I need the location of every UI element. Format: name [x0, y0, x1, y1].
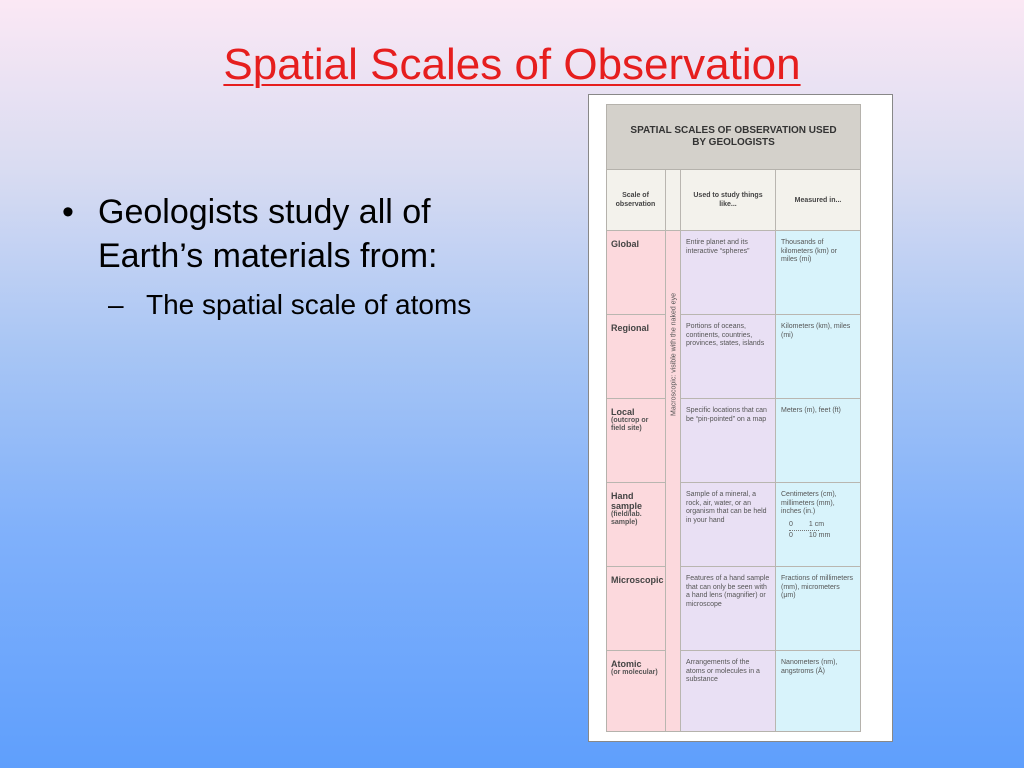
scale-name: Global [611, 239, 640, 249]
scale-name: Hand sample [611, 491, 643, 511]
measured-cell: Meters (m), feet (ft) [776, 399, 861, 483]
scale-sub: (field/lab. sample) [611, 511, 642, 526]
table-title-text: SPATIAL SCALES OF OBSERVATION USED BY GEOLOGISTS [630, 125, 837, 148]
measured-cell: Kilometers (km), miles (mi) [776, 315, 861, 399]
table-title [606, 104, 861, 170]
header-used: Used to study things like... [681, 170, 776, 231]
sub-bullet-marker: – [108, 289, 124, 320]
ruler-top-left: 0 [789, 520, 793, 528]
scale-cell-local [606, 399, 666, 483]
used-cell: Specific locations that can be “pin-pointed” on a map [681, 399, 776, 483]
ruler-bottom [781, 532, 855, 540]
scale-ruler [781, 521, 855, 540]
used-cell: Arrangements of the atoms or molecules in a substance [681, 651, 776, 732]
measured-cell [776, 483, 861, 567]
scale-cell-regional [606, 315, 666, 399]
ruler-bottom-left: 0 [789, 531, 793, 539]
macroscopic-label: Macroscopic: visible with the naked eye [670, 293, 678, 416]
sub-bullet-item [108, 286, 532, 324]
scale-name: Microscopic [611, 575, 664, 585]
scale-sub: (or molecular) [611, 669, 658, 676]
used-cell: Portions of oceans, continents, countries, provinces, states, islands [681, 315, 776, 399]
bullet-list [62, 190, 532, 324]
measured-cell: Thousands of kilometers (km) or miles (mi) [776, 231, 861, 315]
header-scale: Scale of observation [606, 170, 666, 231]
scale-cell-microscopic [606, 567, 666, 651]
bullet-item [62, 190, 532, 278]
scale-cell-hand-sample [606, 483, 666, 567]
ruler-bottom-right: 10 mm [808, 531, 831, 539]
scales-table [606, 104, 861, 732]
macroscopic-band [666, 231, 681, 483]
ruler-top [781, 521, 855, 529]
bullet-text: Geologists study all of Earth’s materials from: [98, 193, 438, 275]
measured-cell: Nanometers (nm), angstroms (Å) [776, 651, 861, 732]
used-cell: Features of a hand sample that can only be seen with a hand lens (magnifier) or microscope [681, 567, 776, 651]
header-measured: Measured in... [776, 170, 861, 231]
measured-text: Centimeters (cm), millimeters (mm), inches (in.) [781, 491, 837, 515]
scale-name: Atomic [611, 659, 642, 669]
ruler-line [789, 530, 819, 531]
table-figure [588, 94, 893, 742]
ruler-top-right: 1 cm [808, 520, 825, 528]
measured-cell: Fractions of millimeters (mm), micrometers (μm) [776, 567, 861, 651]
scale-cell-atomic [606, 651, 666, 732]
scale-name: Regional [611, 323, 650, 333]
band-spacer [666, 483, 681, 732]
bullet-marker: • [62, 193, 74, 231]
header-blank [666, 170, 681, 231]
sub-bullet-text: The spatial scale of atoms [146, 289, 472, 320]
scale-sub: (outcrop or field site) [611, 417, 649, 432]
used-cell: Sample of a mineral, a rock, air, water, or an organism that can be held in your hand [681, 483, 776, 567]
scale-cell-global [606, 231, 666, 315]
slide-title: Spatial Scales of Observation [223, 40, 801, 89]
used-cell: Entire planet and its interactive “spheres” [681, 231, 776, 315]
scale-name: Local [611, 407, 635, 417]
